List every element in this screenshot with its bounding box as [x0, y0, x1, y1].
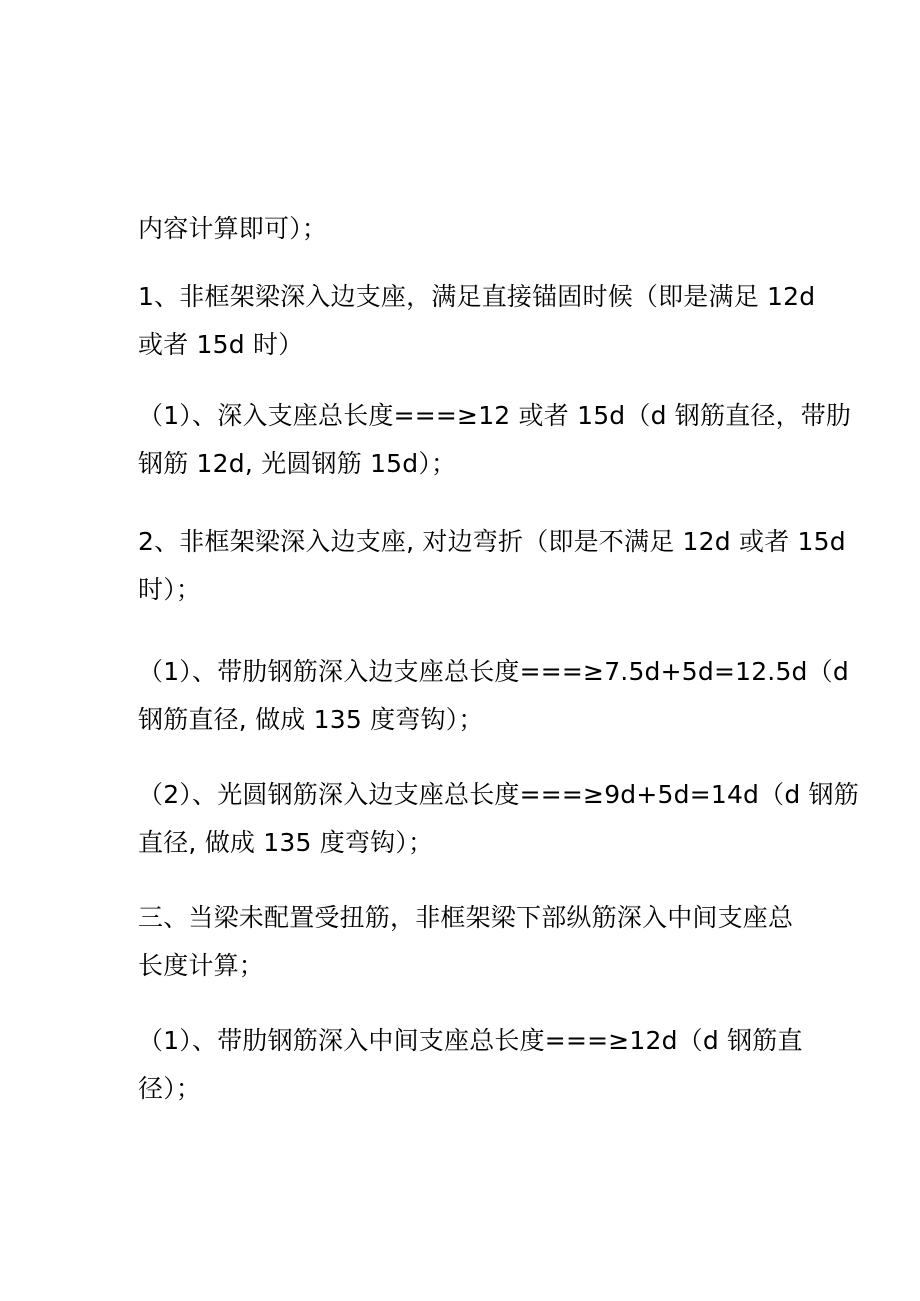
text-line: （1）、深入支座总长度===≥12 或者 15d（d 钢筋直径，带肋	[138, 401, 852, 430]
paragraph-item-2	[138, 518, 846, 614]
text-line: （2）、光圆钢筋深入边支座总长度===≥9d+5d=14d（d 钢筋	[138, 780, 859, 809]
text-line: 1、非框架梁深入边支座，满足直接锚固时候（即是满足 12d	[138, 282, 816, 311]
text-line: 钢筋 12d, 光圆钢筋 15d）；	[138, 449, 457, 478]
text-line: 2、非框架梁深入边支座, 对边弯折（即是不满足 12d 或者 15d	[138, 527, 846, 556]
text-line: 或者 15d 时）	[138, 330, 304, 359]
paragraph-section-3	[138, 894, 794, 990]
text-line: 内容计算即可）；	[138, 214, 328, 243]
paragraph-item-1	[138, 273, 816, 369]
text-line: 三、当梁未配置受扭筋，非框架梁下部纵筋深入中间支座总	[138, 903, 794, 932]
text-line: 时）；	[138, 575, 202, 604]
text-line: 径）；	[138, 1074, 202, 1103]
text-line: 钢筋直径, 做成 135 度弯钩）；	[138, 705, 484, 734]
text-line: 直径, 做成 135 度弯钩）；	[138, 828, 434, 857]
text-line: （1）、带肋钢筋深入边支座总长度===≥7.5d+5d=12.5d（d	[138, 657, 849, 686]
paragraph-item-1-sub-1	[138, 392, 852, 488]
text-line: 长度计算；	[138, 951, 265, 980]
paragraph-intro	[138, 205, 788, 253]
paragraph-section-3-sub-1	[138, 1017, 803, 1113]
text-line: （1）、带肋钢筋深入中间支座总长度===≥12d（d 钢筋直	[138, 1026, 803, 1055]
paragraph-item-2-sub-1	[138, 648, 849, 744]
paragraph-item-2-sub-2	[138, 771, 859, 867]
